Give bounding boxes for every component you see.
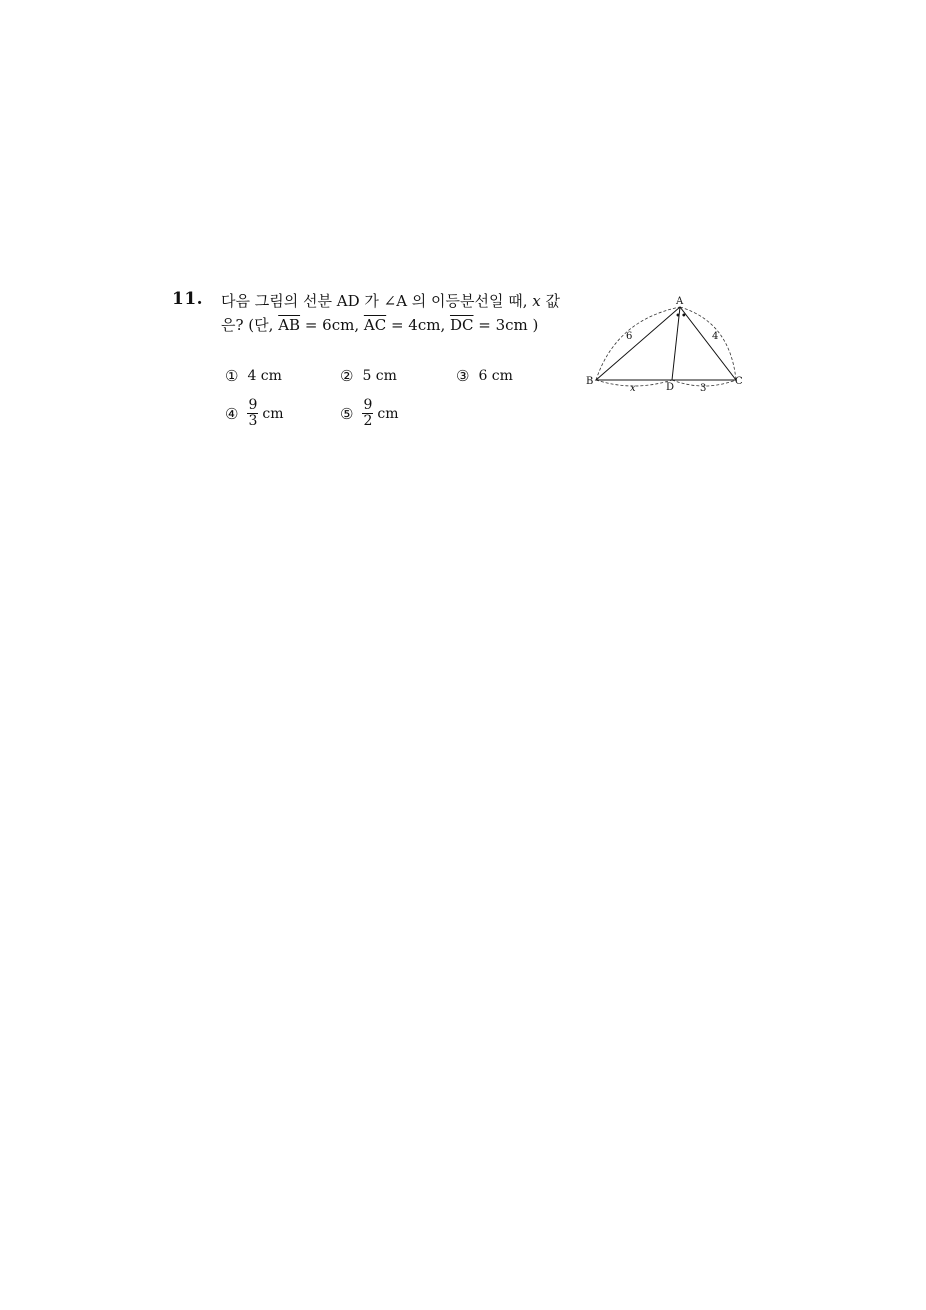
label-side-ab: 6 [626,331,633,342]
choice-value: 6 cm [478,368,513,384]
triangle-abc [596,307,736,380]
stem-text: = 4cm, [386,316,450,334]
choice-marker: ① [225,367,239,385]
choice-marker: ③ [456,367,470,385]
fraction-numerator: 9 [363,397,373,413]
label-a: A [676,296,684,307]
choice-1[interactable] [225,367,282,385]
triangle-figure [580,288,750,400]
segment-ab: $\overline{AB}$ [278,316,301,334]
fraction [362,398,373,429]
choice-3[interactable] [456,367,513,385]
stem-text: 값 [540,292,561,310]
choice-unit: cm [377,405,399,422]
label-b: B [586,376,594,387]
segment-ac: $\overline{AC}$ [363,316,387,334]
stem-text: 다음 그림의 선분 AD 가 ∠A 의 이등분선일 때, [221,292,533,310]
stem-line-1 [221,289,581,313]
choice-2[interactable] [340,367,397,385]
choice-4[interactable] [225,398,284,429]
label-d: D [666,382,675,393]
stem-text: 은? (단, [221,316,279,334]
choice-5[interactable] [340,398,399,429]
fraction-numerator: 9 [248,397,258,413]
stem-line-2 [221,313,581,337]
stem-text: = 3cm ) [473,316,539,334]
label-side-ac: 4 [712,331,719,342]
segment-dc: $\overline{DC}$ [449,316,474,334]
stem-text: = 6cm, [300,316,364,334]
label-c: C [735,376,743,387]
choice-value: 4 cm [247,368,282,384]
choice-unit: cm [262,405,284,422]
label-side-dc: 3 [700,383,707,394]
choice-value: 5 cm [362,368,397,384]
fraction [247,398,258,429]
choice-marker: ⑤ [340,404,354,423]
label-side-bd: x [630,383,636,394]
question-stem [221,289,581,337]
fraction-denominator: 2 [363,413,373,429]
fraction-denominator: 3 [248,413,258,429]
choice-marker: ④ [225,404,239,423]
angle-marks: •• [675,311,687,322]
choice-marker: ② [340,367,354,385]
variable-x: x [532,292,541,310]
problem-number: 11. [172,289,204,309]
